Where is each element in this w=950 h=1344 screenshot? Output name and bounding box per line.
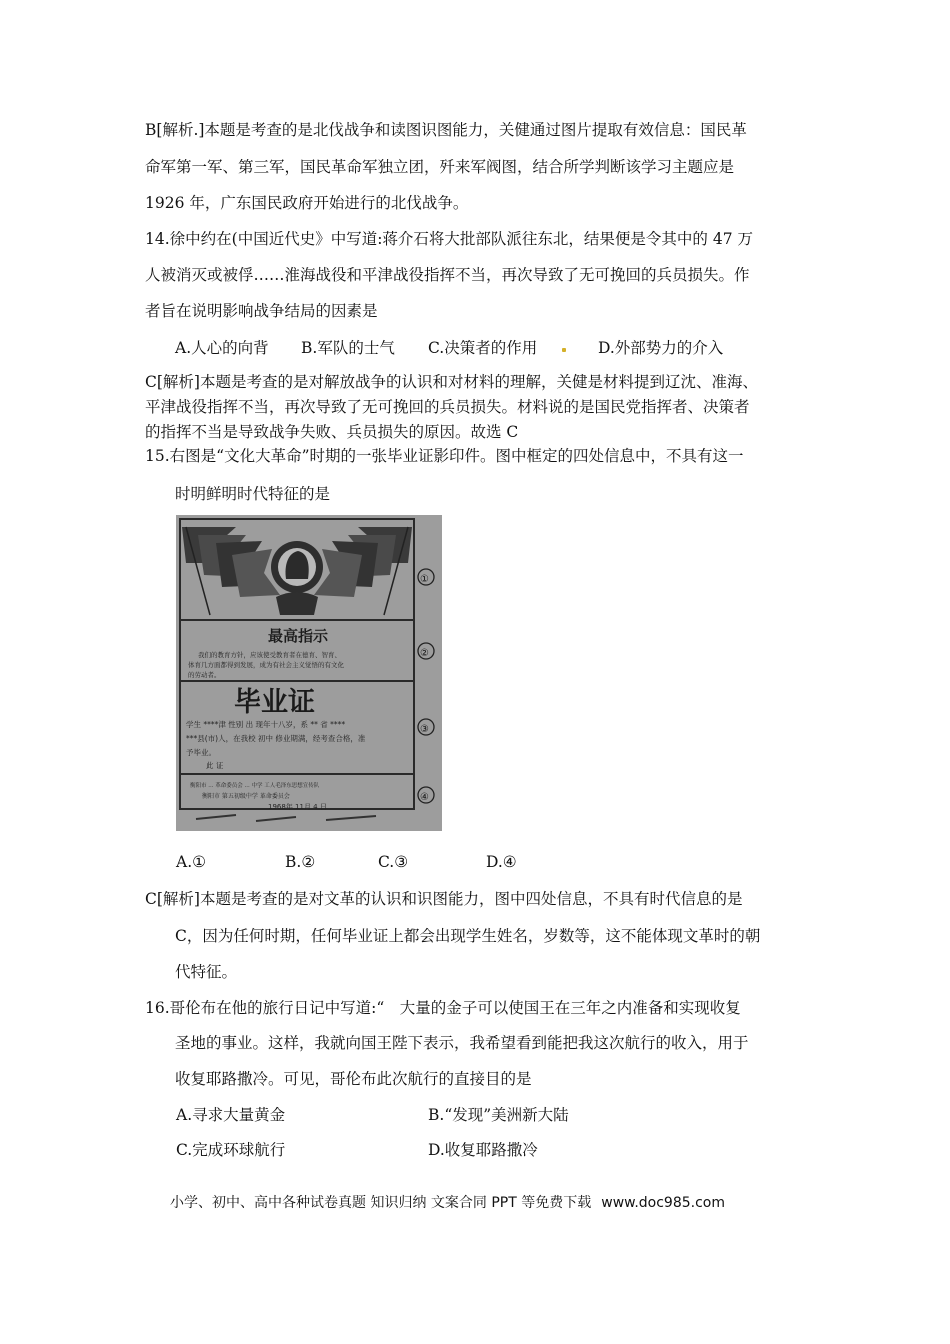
q15-stem-line1: 15.右图是“文化大革命”时期的一张毕业证影印件。图中框定的四处信息中，不具有这一: [145, 447, 744, 465]
q14-analysis-line2: 平津战役指挥不当，再次导致了无可挽回的兵员损失。材料说的是国民党指挥者、决策者: [145, 398, 750, 416]
q15-option-a: A.①: [176, 853, 207, 871]
certificate-body-line4: 此 证: [206, 761, 224, 770]
certificate-title: 毕业证: [234, 687, 315, 718]
q16-option-b: B.“发现”美洲新大陆: [428, 1106, 569, 1124]
q14-option-a: A.人心的向背: [175, 339, 269, 357]
certificate-quote-line3: 的劳动者。: [188, 671, 221, 679]
q14-stem-line2: 人被消灭或被俘……淮海战役和平津战役指挥不当，再次导致了无可挽回的兵员损失。作: [145, 266, 750, 284]
certificate-footer-line1: 衡阳市 ... 革命委员会 ... 中学 工人毛泽东思想宣传队: [190, 783, 320, 789]
q14-option-c: C.决策者的作用: [428, 339, 538, 357]
certificate-mark-2: ②: [420, 648, 429, 659]
q15-option-d: D.④: [486, 853, 517, 871]
q15-stem-line2: 时明鲜明时代特征的是: [175, 485, 331, 503]
q14-analysis-line3: 的指挥不当是导致战争失败、兵员损失的原因。故选 C: [145, 423, 519, 441]
certificate-body-line1: 学生 ****津 性别 出 现年十八岁，系 ** 省 ****: [186, 720, 346, 729]
q14-stem-line3: 者旨在说明影响战争结局的因素是: [145, 302, 378, 320]
q13-analysis-line2: 命军第一军、第三军，国民革命军独立团，歼来军阀图，结合所学判断该学习主题应是: [145, 158, 735, 176]
q14-option-b: B.军队的士气: [301, 339, 395, 357]
q15-analysis-line1: C[解析]本题是考查的是对文革的认识和识图能力，图中四处信息，不具有时代信息的是: [145, 890, 743, 908]
certificate-mark-3: ③: [420, 724, 429, 735]
q16-stem-line1: 16.哥伦布在他的旅行日记中写道:“ 大量的金子可以使国王在三年之内准备和实现收复: [145, 999, 741, 1017]
footer-text: 小学、初中、高中各种试卷真题 知识归纳 文案合同 PPT 等免费下载: [170, 1195, 592, 1211]
certificate-quote-line2: 体育几方面都得到发展，成为有社会主义觉悟的有文化: [188, 661, 344, 669]
q15-analysis-line2: C，因为任何时期，任何毕业证上都会出现学生姓名，岁数等，这不能体现文革时的朝: [175, 927, 761, 945]
q13-analysis-line3: 1926 年，广东国民政府开始进行的北伐战争。: [145, 194, 469, 212]
certificate-heading: 最高指示: [268, 627, 329, 645]
q14-option-d: D.外部势力的介入: [598, 339, 724, 357]
q16-option-c: C.完成环球航行: [176, 1141, 286, 1159]
certificate-body-line2: ***县(市)人，在我校 初中 修业期满，经考查合格，准: [186, 734, 366, 743]
page-footer: [170, 1192, 725, 1212]
q13-analysis-line1: B[解析.]本题是考查的是北伐战争和读图识图能力，关健通过图片提取有效信息：国民革: [145, 121, 747, 139]
certificate-footer-line2: 衡阳市 第五初级中学 革命委员会: [202, 793, 290, 800]
q15-analysis-line3: 代特征。: [175, 963, 238, 981]
q15-option-b: B.②: [285, 853, 316, 871]
q16-stem-line3: 收复耶路撒冷。可见，哥伦布此次航行的直接目的是: [175, 1070, 532, 1088]
certificate-body-line3: 予毕业。: [186, 748, 216, 757]
q14-analysis-line1: C[解析]本题是考查的是对解放战争的认识和对材料的理解，关健是材料提到辽沈、准海、: [145, 373, 758, 391]
certificate-photo: [176, 515, 442, 831]
certificate-date: 1968年 11月 4 日: [268, 803, 327, 811]
q15-option-c: C.③: [378, 853, 409, 871]
q16-stem-line2: 圣地的事业。这样，我就向国王陛下表示，我希望看到能把我这次航行的收入，用于: [175, 1034, 749, 1052]
q16-option-a: A.寻求大量黄金: [176, 1106, 286, 1124]
stray-mark: [562, 348, 566, 352]
certificate-mark-1: ①: [420, 574, 429, 585]
footer-url[interactable]: www.doc985.com: [601, 1195, 725, 1211]
certificate-quote-line1: 我们的教育方针，应该使受教育者在德育、智育、: [198, 651, 341, 659]
certificate-mark-4: ④: [420, 792, 429, 803]
q14-stem-line1: 14.徐中约在(中国近代史》中写道:蒋介石将大批部队派往东北，结果便是令其中的 47 万: [145, 230, 753, 248]
q16-option-d: D.收复耶路撒冷: [428, 1141, 538, 1159]
